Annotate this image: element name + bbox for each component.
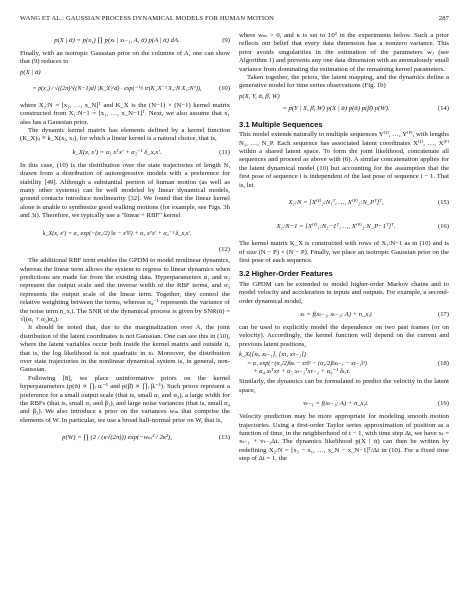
equation-16-number: (16)	[437, 222, 449, 230]
paragraph: The dynamic kernel matrix has elements defined by a kernel function (K_X)ᵢⱼ ≡ k_X(xᵢ, xⱼ), for which a linear kernel is a natural choice, that is,	[20, 127, 230, 143]
paragraph: can be used to explicitly model the dependence on two past frames (or on velocity). Accordingly, the kernel function will depend on the current and previous latent positions,	[239, 323, 449, 348]
equation-17-number: (17)	[437, 310, 449, 318]
equation-15	[239, 192, 449, 214]
equation-9-body: p(X | ᾱ) = p(x₁) ∏ p(xₜ | xₜ₋₁, A, ᾱ) p(A | ᾱ) dA.	[54, 36, 180, 44]
section-heading: 3.2 Higher-Order Features	[239, 269, 333, 279]
equation-15-number: (15)	[437, 198, 449, 206]
equation-12-body: k_X(x, x′) = α₁ exp(−(α₂/2) ‖x − x′‖²) + α₃ xᵀx′ + α₄⁻¹ δ_x,x′.	[42, 230, 192, 238]
paragraph: The GPDM can be extended to model higher-order Markov chains and to model velocity and acceleration in inputs and outputs. For example, a second-order dynamical model,	[239, 280, 449, 305]
paragraph: where X₂:N = [x₂, …, x_N]ᵀ and K_X is the (N−1) × (N−1) kernel matrix constructed from X₁:N−1 = [x₁, …, x_N−1]ᵀ. Next, we also assume that x₁ also has a Gaussian prior.	[20, 101, 230, 126]
paragraph: The additional RBF term enables the GPDM to model nonlinear dynamics, whereas the linear term allows the system to regress to linear dynamics when predictions are made far from the existing data. Hyperparameters α₁ and α₂ represent the output scale and the inverse width of the RBF terms, and α₃ represents the output scale of the linear term. Together, they control the relative weighting between the terms, whereas α₄⁻¹ represents the variance of the noise term n_x,t. The SNR of the dynamical process is given by SNR(ᾱ) = √((α₁ + α₃)α₄).	[20, 257, 230, 323]
equation-18-line-1: k_X([xₜ, xₜ₋₁], [xτ, xτ₋₁])	[239, 351, 306, 359]
equation-11-number: (11)	[219, 148, 230, 156]
left-column	[20, 32, 230, 451]
paragraph: where wₘ > 0, and κ is set to 10³ in the experiments below. Such a prior reflects our belief that every data dimension has a nonzero variance. This prior avoids singularities in the estimation of the parameters wⱼ (see Algorithm 1) and prevents any one data dimension with an anomalously small variance from dominating the estimation of the remaining kernel parameters.	[239, 32, 449, 73]
paragraph: Similarly, the dynamics can be formulated to predict the velocity in the latent space,	[239, 378, 449, 394]
equation-11	[20, 146, 230, 160]
equation-18-number: (18)	[437, 359, 449, 367]
equation-12-number: (12)	[218, 245, 230, 253]
equation-14	[239, 93, 449, 116]
paragraph: In this case, (10) is the distribution over the state trajectories of length N, drawn from a distribution of autoregressive models with a preference for stability [49]. Although a substantial portion of human motion (as well as many other systems) can be well modeled by linear dynamical models, ground contacts introduce nonlinearity [32]. We found that the linear kernel alone is unable to synthesize good walking motions (for example, see Figs. 3h and 3i). Therefore, we typically use a "linear + RBF" kernel	[20, 161, 230, 220]
equation-18-line-2: = α₁ exp(−(α₂/2)‖xₜ − xτ‖² − (α₃/2)‖xₜ₋₁ − xτ₋₁‖²)	[247, 359, 367, 367]
paragraph: Velocity prediction may be more appropriate for modeling smooth motion trajectories. Using a first-order Taylor series approximation of position as a function of time, in the neighborhood of t − 1, with time step Δt, we have xₜ = xₜ₋₁ + vₜ₋₁Δt. The dynamics likelihood p(X | ᾱ) can then be written by redefining X₂:N = [x₂ − x₁, …, x_N − x_N−1]ᵀ/Δt in (10). For a fixed time step of Δt = 1, the	[239, 413, 449, 463]
equation-14-number: (14)	[437, 104, 449, 112]
equation-13-body: p(W) = ∏ (2 / (κ√(2π))) exp(−wₘ² / 2κ²),	[62, 434, 172, 442]
paragraph: Finally, with an isotropic Gaussian prior on the columns of A, one can show that (9) reduces to	[20, 50, 230, 66]
equation-19-number: (19)	[437, 399, 449, 407]
equation-13-number: (13)	[218, 434, 230, 442]
paragraph: This model extends naturally to multiple sequences Y⁽¹⁾, …, Y⁽ᴾ⁾, with lengths N₁, …, N_P. Each sequence has associated latent coordinates X⁽¹⁾, …, X⁽ᴾ⁾ within a shared latent space. To form the joint likelihood, concatenate all sequences and proceed as above with (6). A similar concatenation applies for the latent dynamical model (10) but accounting for the assumption that the first pose of sequence i is independent of the last pose of sequence i − 1. That is, let	[239, 131, 449, 189]
paragraph: Following [8], we place uninformative priors on the kernel hyperparameters (p(ᾱ) ∝ ∏ᵢ αᵢ⁻¹ and p(β̄) ∝ ∏ᵢ βᵢ⁻¹). Such priors represent a preference for a small output scale (that is, small α₁ and α₃), a large width for the RBFs (that is, small α₂ and β₁), and large noise variances (that is, small α₄ and β₂). We also introduce a prior on the variances wₘ that comprise the elements of W. In particular, we use a broad half-normal prior on W, that is,	[20, 374, 230, 424]
equation-9	[20, 34, 230, 48]
page-number: 287	[438, 15, 449, 22]
paragraph: Taken together, the priors, the latent mapping, and the dynamics define a generative model for time series observations (Fig. 1b)	[239, 74, 449, 90]
equation-17-body: xₜ = f(xₜ₋₁, xₜ₋₂; A) + n_x,t	[300, 310, 372, 318]
equation-10	[20, 69, 230, 100]
equation-13	[20, 427, 230, 449]
equation-10-rhs: = p(x₁) / √((2π)^{(N−1)d} |K_X|^d) · exp(−½ tr(K_X⁻¹ X₂:N X₂:Nᵀ)),	[32, 85, 202, 92]
paragraph: The kernel matrix K_X is constructed with rows of X₁:N−1 as in (10) and is of size (N − P) × (N − P). Finally, we place an isotropic Gaussian prior on the first pose of each sequence.	[239, 240, 449, 264]
equation-16	[239, 216, 449, 238]
equation-18	[239, 351, 449, 376]
equation-19	[239, 397, 449, 411]
equation-10-lhs: p(X | ᾱ)	[20, 69, 41, 77]
paragraph: It should be noted that, due to the marginalization over A, the joint distribution of the latent coordinates is not Gaussian. One can see this in (10), where the latent variables occur both inside the kernel matrix and outside it, that is, the log likelihood is not quadratic in xₜ. Moreover, the distribution over state trajectories in the nonlinear dynamical system is, in general, non-Gaussian.	[20, 324, 230, 374]
equation-9-number: (9)	[222, 36, 230, 44]
equation-16-body: X₁:N−1 = [X⁽¹⁾₁:N₁−1ᵀ, …, X⁽ᴾ⁾₁:N_P−1ᵀ]ᵀ.	[276, 222, 396, 230]
equation-11-body: k_X(x, x′) = α₁ xᵀx′ + α₂⁻¹ δ_x,x′.	[72, 148, 162, 156]
equation-14-rhs: = p(Y | X, β̄, W) p(X | ᾱ) p(ᾱ) p(β̄) p(W).	[282, 104, 390, 112]
equation-14-lhs: p(X, Y, ᾱ, β̄, W)	[239, 93, 280, 101]
equation-15-body: X₂:N = [X⁽¹⁾₂:N₁ᵀ, …, X⁽ᴾ⁾₂:N_Pᵀ]ᵀ,	[288, 198, 384, 206]
running-title: WANG ET AL.: GAUSSIAN PROCESS DYNAMICAL MODELS FOR HUMAN MOTION	[20, 15, 274, 22]
equation-19-body: vₜ₋₁ = f(xₜ₋₁; A) + n_x,t.	[303, 399, 369, 407]
section-heading: 3.1 Multiple Sequences	[239, 119, 323, 129]
equation-12	[20, 224, 230, 254]
equation-17	[239, 308, 449, 322]
running-header	[20, 15, 449, 25]
right-column	[239, 32, 449, 464]
equation-18-line-3: + α₄ xₜᵀxτ + α₅ xₜ₋₁ᵀxτ₋₁ + α₆⁻¹ δₜ,τ.	[253, 367, 351, 375]
equation-10-number: (10)	[218, 84, 230, 92]
